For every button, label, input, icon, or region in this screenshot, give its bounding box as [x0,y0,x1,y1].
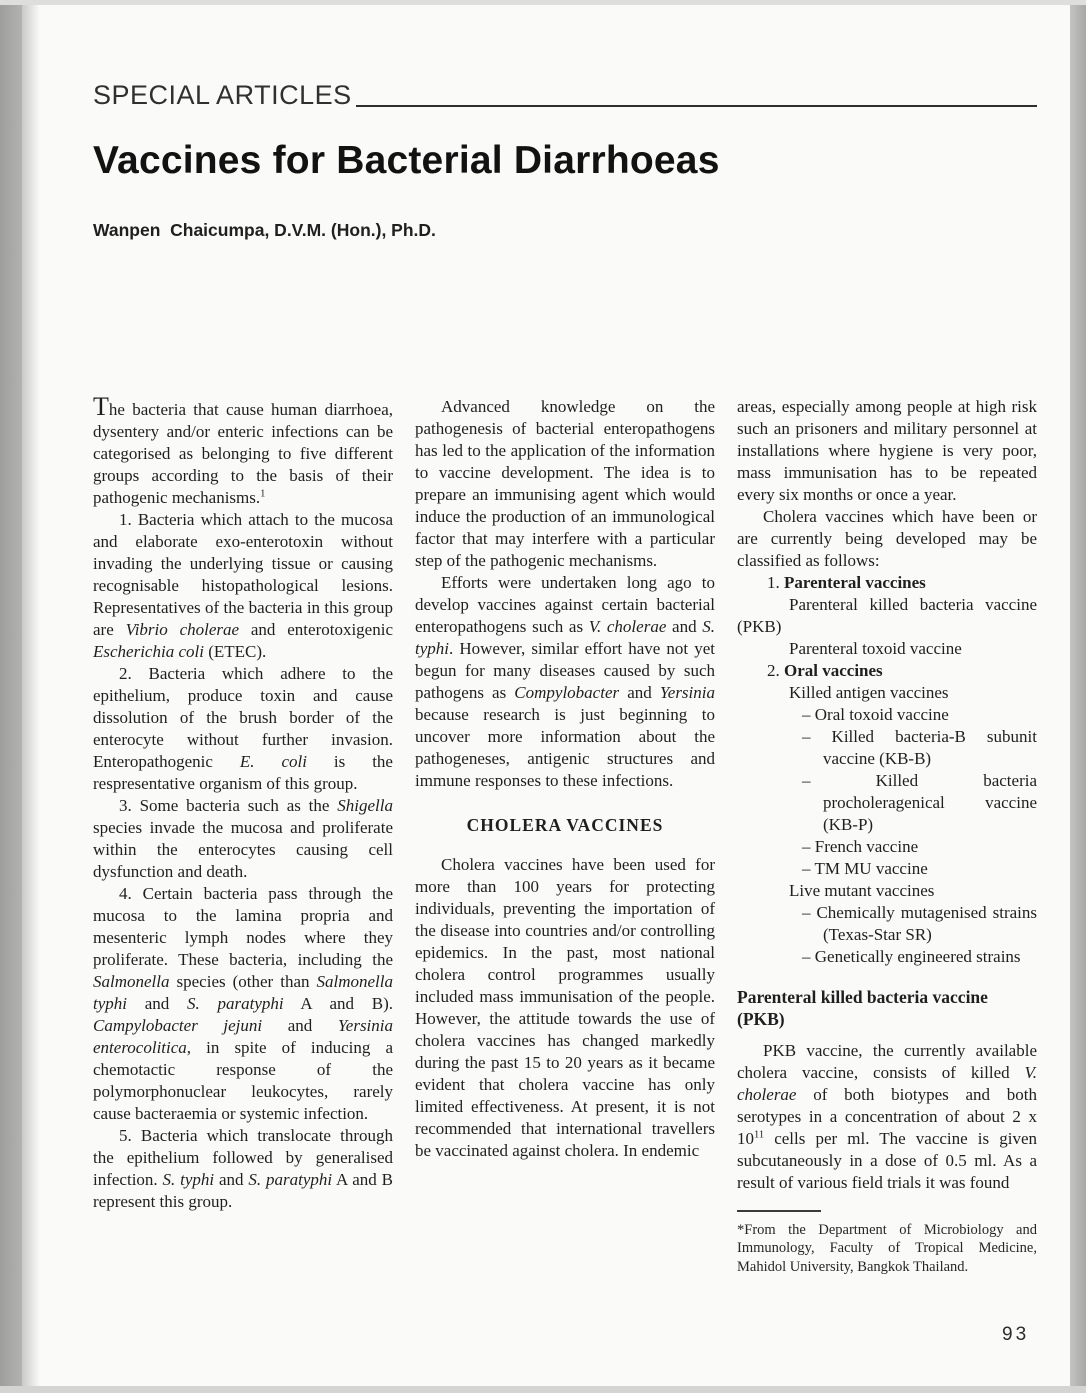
bold-text-run: CHOLERA VACCINES [466,814,664,835]
text-run: and [127,993,188,1013]
text-run: because research is just beginning to uncover more information about the pathogeneses, antigenic structures and immune responses to these infections. [415,704,715,790]
text-run: 4. Certain bacteria pass through the mucosa to the lamina propria and mesenteric lymph nodes where they proliferate. These bacteria, including the [93,883,393,969]
column-2 [415,396,715,1277]
text-run: A and B). [283,993,394,1013]
list-item-live-mutant [737,880,1037,902]
text-run: Parenteral toxoid vaccine [789,638,962,658]
column-1 [93,391,394,1277]
text-run: areas, especially among people at high risk such an prisoners and military personnel at installations where hygiene is very poor, mass immunisation has to be repeated every six months or once a year. [737,396,1037,504]
text-run: 1. Bacteria which attach to the mucosa and elaborate exo-enterotoxin without invading the underlying tissue or causing recognisable histopathological lesions. Representatives of the bacteria in this group are [93,509,393,639]
text-run: species invade the mucosa and proliferate within the enterocytes causing cell dysfunction and death. [93,817,393,881]
text-run: of both biotypes and both serotypes in a concentration of about 2 x 10 [737,1084,1037,1148]
paragraph-group-5 [93,1125,393,1213]
text-run: – TM MU vaccine [802,858,928,878]
text-run: 2. Bacteria which adhere to the epithelium, produce toxin and cause dissolution of the brush border of the enterocyte without further invasion. Enteropathogenic [93,663,393,771]
bold-text-run: Parenteral vaccines [784,572,926,592]
text-run: , in spite of inducing a chemotactic response of the polymorphonuclear leukocytes, rarely cause bacteraemia or systemic infection. [93,1037,393,1123]
list-item-kb-b [802,726,1037,770]
text-run: The bacteria that cause human diarrhoea, dysentery and/or enteric infections can be categorised as belonging to five different groups according to the basis of their pathogenic mechanisms. [93,391,393,507]
text-run: 5. Bacteria which translocate through the epithelium followed by generalised infection. [93,1125,393,1189]
text-run: Live mutant vaccines [789,880,935,900]
paragraph-group-1 [93,509,393,663]
italic-text-run: Escherichia coli [93,641,204,661]
section-heading-cholera-vaccines [415,814,715,836]
bold-text-run: Oral vaccines [784,660,883,680]
text-run: – Killed bacteria procholeragenical vaccine (KB-P) [802,770,1037,834]
footnote [737,1210,1037,1277]
paragraph-group-3 [93,795,393,883]
text-run: 1. [767,572,784,592]
text-run: Advanced knowledge on the pathogenesis of bacterial enteropathogens has led to the application of the information to vaccine development. The idea is to prepare an immunising agent which would induce the production of an immunological factor that may interfere with a particular step of the pathogenic mechanisms. [415,396,715,570]
text-run: – Killed bacteria-B subunit vaccine (KB-B) [802,726,1037,768]
list-item-pkb [737,594,1037,638]
page-number: 93 [1002,1324,1030,1345]
list-item-parenteral-vaccines [737,572,1037,594]
text-run: A and B represent this group. [93,1169,393,1211]
text-run: Cholera vaccines which have been or are currently being developed may be classified as follows: [737,506,1037,570]
text-run: Cholera vaccines have been used for more than 100 years for protecting individuals, preventing the importation of the disease into countries and/or controlling epidemics. In the past, most national cholera control programmes usually included mass immunisation of the people. However, the attitude towards the use of cholera vaccines has changed markedly during the past 15 to 20 years as it became evident that cholera vaccine has only limited effectiveness. At present, it is not recommended that international travellers be vaccinated against cholera. In endemic [415,854,715,1160]
list-item-parenteral-toxoid [737,638,1037,660]
italic-text-run: V. cholerae [737,1062,1037,1104]
italic-text-run: V. cholerae [588,616,667,636]
paragraph-endemic-areas [737,396,1037,506]
paragraph-efforts [415,572,715,792]
italic-text-run: S. paratyphi [187,993,284,1013]
paragraph-advanced-knowledge [415,396,715,572]
text-run: – Genetically engineered strains [802,946,1021,966]
text-run: and enterotoxigenic [239,619,393,639]
text-run: species (other than [169,971,317,991]
text-run: (ETEC). [203,641,267,661]
text-run: cells per ml. The vaccine is given subcutaneously in a dose of 0.5 ml. As a result of various field trials it was found [737,1128,1037,1192]
italic-text-run: S. typhi [415,616,716,658]
italic-text-run: S. typhi [162,1169,215,1189]
text-run: and [214,1169,249,1189]
column-3 [737,396,1037,1277]
text-run: and [666,616,703,636]
list-item-french-vaccine [802,836,1037,858]
text-run: Parenteral killed bacteria vaccine (PKB) [737,594,1037,636]
bold-text-run: Parenteral killed bacteria vaccine (PKB) [737,986,988,1029]
column-2-blocks [415,396,715,1162]
intro-paragraph [93,391,393,509]
italic-text-run: S. paratyphi [248,1169,333,1189]
italic-text-run: Salmonella typhi [93,971,393,1013]
paragraph-pkb-vaccine [737,1040,1037,1194]
article-title: Vaccines for Bacterial Diarrhoeas [93,139,720,182]
scan-edge-right [1070,0,1086,1393]
italic-text-run: Campylobacter jejuni [93,1015,263,1035]
footnote-text: *From the Department of Microbiology and Immunology, Faculty of Tropical Medicine, Mahidol University, Bangkok Thailand. [737,1221,1037,1275]
text-run: and [262,1015,338,1035]
italic-text-run: Compylobacter [514,682,620,702]
section-kicker: SPECIAL ARTICLES [93,80,352,110]
paragraph-cholera-history [415,854,715,1162]
italic-text-run: Yersinia enterocolitica [93,1015,394,1057]
list-item-killed-antigen [737,682,1037,704]
kicker-row [93,82,1037,109]
list-item-oral-toxoid [802,704,1037,726]
author-line: Wanpen Chaicumpa, D.V.M. (Hon.), Ph.D. [93,219,436,240]
text-run: . However, similar effort have not yet begun for many diseases caused by such pathogens as [415,638,715,702]
scan-edge-left [0,0,22,1393]
text-run: and [619,682,660,702]
text-run: – French vaccine [802,836,919,856]
list-item-tm-mu-vaccine [802,858,1037,880]
page-content [93,0,1037,1276]
superscript-reference: 11 [754,1129,765,1141]
text-run: Efforts were undertaken long ago to develop vaccines against certain bacterial enteropathogens such as [415,572,715,636]
scan-edge-left-shadow [22,0,40,1393]
list-item-genetically-engineered [802,946,1037,968]
italic-text-run: E. coli [239,751,307,771]
text-run: PKB vaccine, the currently available cholera vaccine, consists of killed [737,1040,1037,1082]
subsection-heading-pkb [737,986,1037,1030]
italic-text-run: Yersinia [659,682,715,702]
column-3-blocks [737,396,1037,1194]
italic-text-run: Vibrio cholerae [125,619,240,639]
paragraph-group-4 [93,883,393,1125]
superscript-reference: 1 [260,488,266,500]
column-1-blocks [93,391,394,1213]
list-item-oral-vaccines [737,660,1037,682]
paragraph-classification [737,506,1037,572]
kicker-rule [356,105,1037,107]
text-run: is the respresentative organism of this group. [93,751,393,793]
scan-edge-bottom [0,1386,1086,1393]
list-item-kb-p [802,770,1037,836]
article-columns [93,391,1037,1277]
list-item-texas-star [802,902,1037,946]
text-run: 2. [767,660,784,680]
italic-text-run: Salmonella [93,971,170,991]
footnote-rule [737,1210,821,1212]
paragraph-group-2 [93,663,393,795]
text-run: Killed antigen vaccines [789,682,949,702]
text-run: 3. Some bacteria such as the [119,795,338,815]
text-run: – Oral toxoid vaccine [802,704,949,724]
text-run: – Chemically mutagenised strains (Texas-Star SR) [802,902,1037,944]
italic-text-run: Shigella [337,795,393,815]
